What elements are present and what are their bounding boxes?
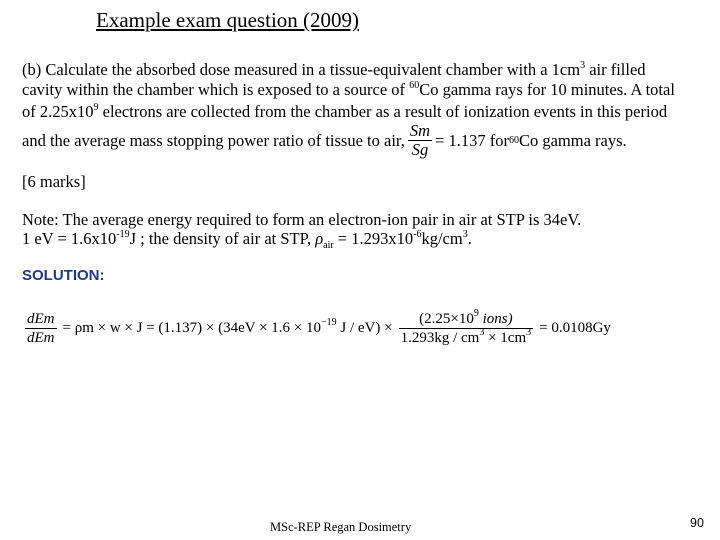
note-text: J ; the density of air at STP, xyxy=(129,229,316,248)
rhs-fraction xyxy=(399,307,534,347)
rhs-denominator xyxy=(399,326,534,347)
question-text: air filled xyxy=(585,60,646,79)
page-number: 90 xyxy=(690,516,704,530)
question-text: and the average mass stopping power ratio of tissue to air, xyxy=(22,130,405,150)
lhs-numerator: dEm xyxy=(27,310,55,327)
question-line-4: and the average mass stopping power ratio of tissue to air, $\frac{Sm}{Sg}$ = 1.137 for 60 Co gamma rays. xyxy=(22,121,627,159)
question-line-1 xyxy=(22,60,646,80)
superscript: 3 xyxy=(526,326,532,338)
ratio-denominator: Sg xyxy=(411,140,429,159)
rho-symbol: ρ xyxy=(315,229,324,248)
equation-text: 1.293kg / cm xyxy=(400,329,480,346)
lhs-denominator: dEm xyxy=(27,329,55,346)
note-line-2 xyxy=(22,229,472,249)
question-line-3 xyxy=(22,102,667,122)
equation-result: = 0.0108Gy xyxy=(539,319,611,336)
question-text: cavity within the chamber which is exposed to a source of xyxy=(22,80,410,99)
note-line-1: Note: The average energy required to form an electron-ion pair in air at STP is 34eV. xyxy=(22,210,582,229)
solution-equation xyxy=(22,300,614,356)
question-text: Co gamma rays for 10 minutes. A total xyxy=(419,80,675,99)
superscript: −19 xyxy=(321,316,337,328)
superscript: 60 xyxy=(409,80,420,91)
question-text: = 1.137 for xyxy=(435,130,509,150)
ratio-numerator: Sm xyxy=(409,121,431,140)
question-line-2 xyxy=(22,80,675,100)
question-text: Co gamma rays. xyxy=(518,130,627,150)
note-text: = 1.293x10 xyxy=(333,229,414,248)
question-text: (b) Calculate the absorbed dose measured in a tissue-equivalent chamber with a 1cm xyxy=(22,60,581,79)
equation-text: J / eV) × xyxy=(336,319,393,336)
note-text: . xyxy=(467,229,472,248)
superscript: 9 xyxy=(473,307,479,319)
equation-text: = ρm × w × J = (1.137) × (34eV × 1.6 × 10 xyxy=(62,319,321,336)
superscript: 3 xyxy=(580,60,586,71)
lhs-fraction xyxy=(25,310,57,347)
superscript: -19 xyxy=(116,229,130,240)
superscript: 3 xyxy=(462,229,468,240)
slide-title: Example exam question (2009) xyxy=(96,8,360,32)
marks-label: [6 marks] xyxy=(22,172,86,191)
superscript: -6 xyxy=(413,229,422,240)
superscript: 9 xyxy=(93,102,99,113)
subscript: air xyxy=(323,240,334,251)
question-text: electrons are collected from the chamber as a result of ionization events in this period xyxy=(98,102,668,121)
stopping-power-ratio xyxy=(408,122,432,159)
note-text: kg/cm xyxy=(421,229,463,248)
slide-footer: MSc-REP Regan Dosimetry xyxy=(270,520,412,534)
equation-text: (2.25×10 xyxy=(419,310,474,327)
solution-label: SOLUTION: xyxy=(22,267,105,284)
question-text: of 2.25x10 xyxy=(22,102,94,121)
rhs-numerator xyxy=(399,307,534,329)
equation-text: ions) xyxy=(478,310,513,327)
equation-text: × 1cm xyxy=(484,329,527,346)
equation-middle xyxy=(62,316,393,337)
superscript: 3 xyxy=(479,326,485,338)
note-text: 1 eV = 1.6x10 xyxy=(22,229,117,248)
